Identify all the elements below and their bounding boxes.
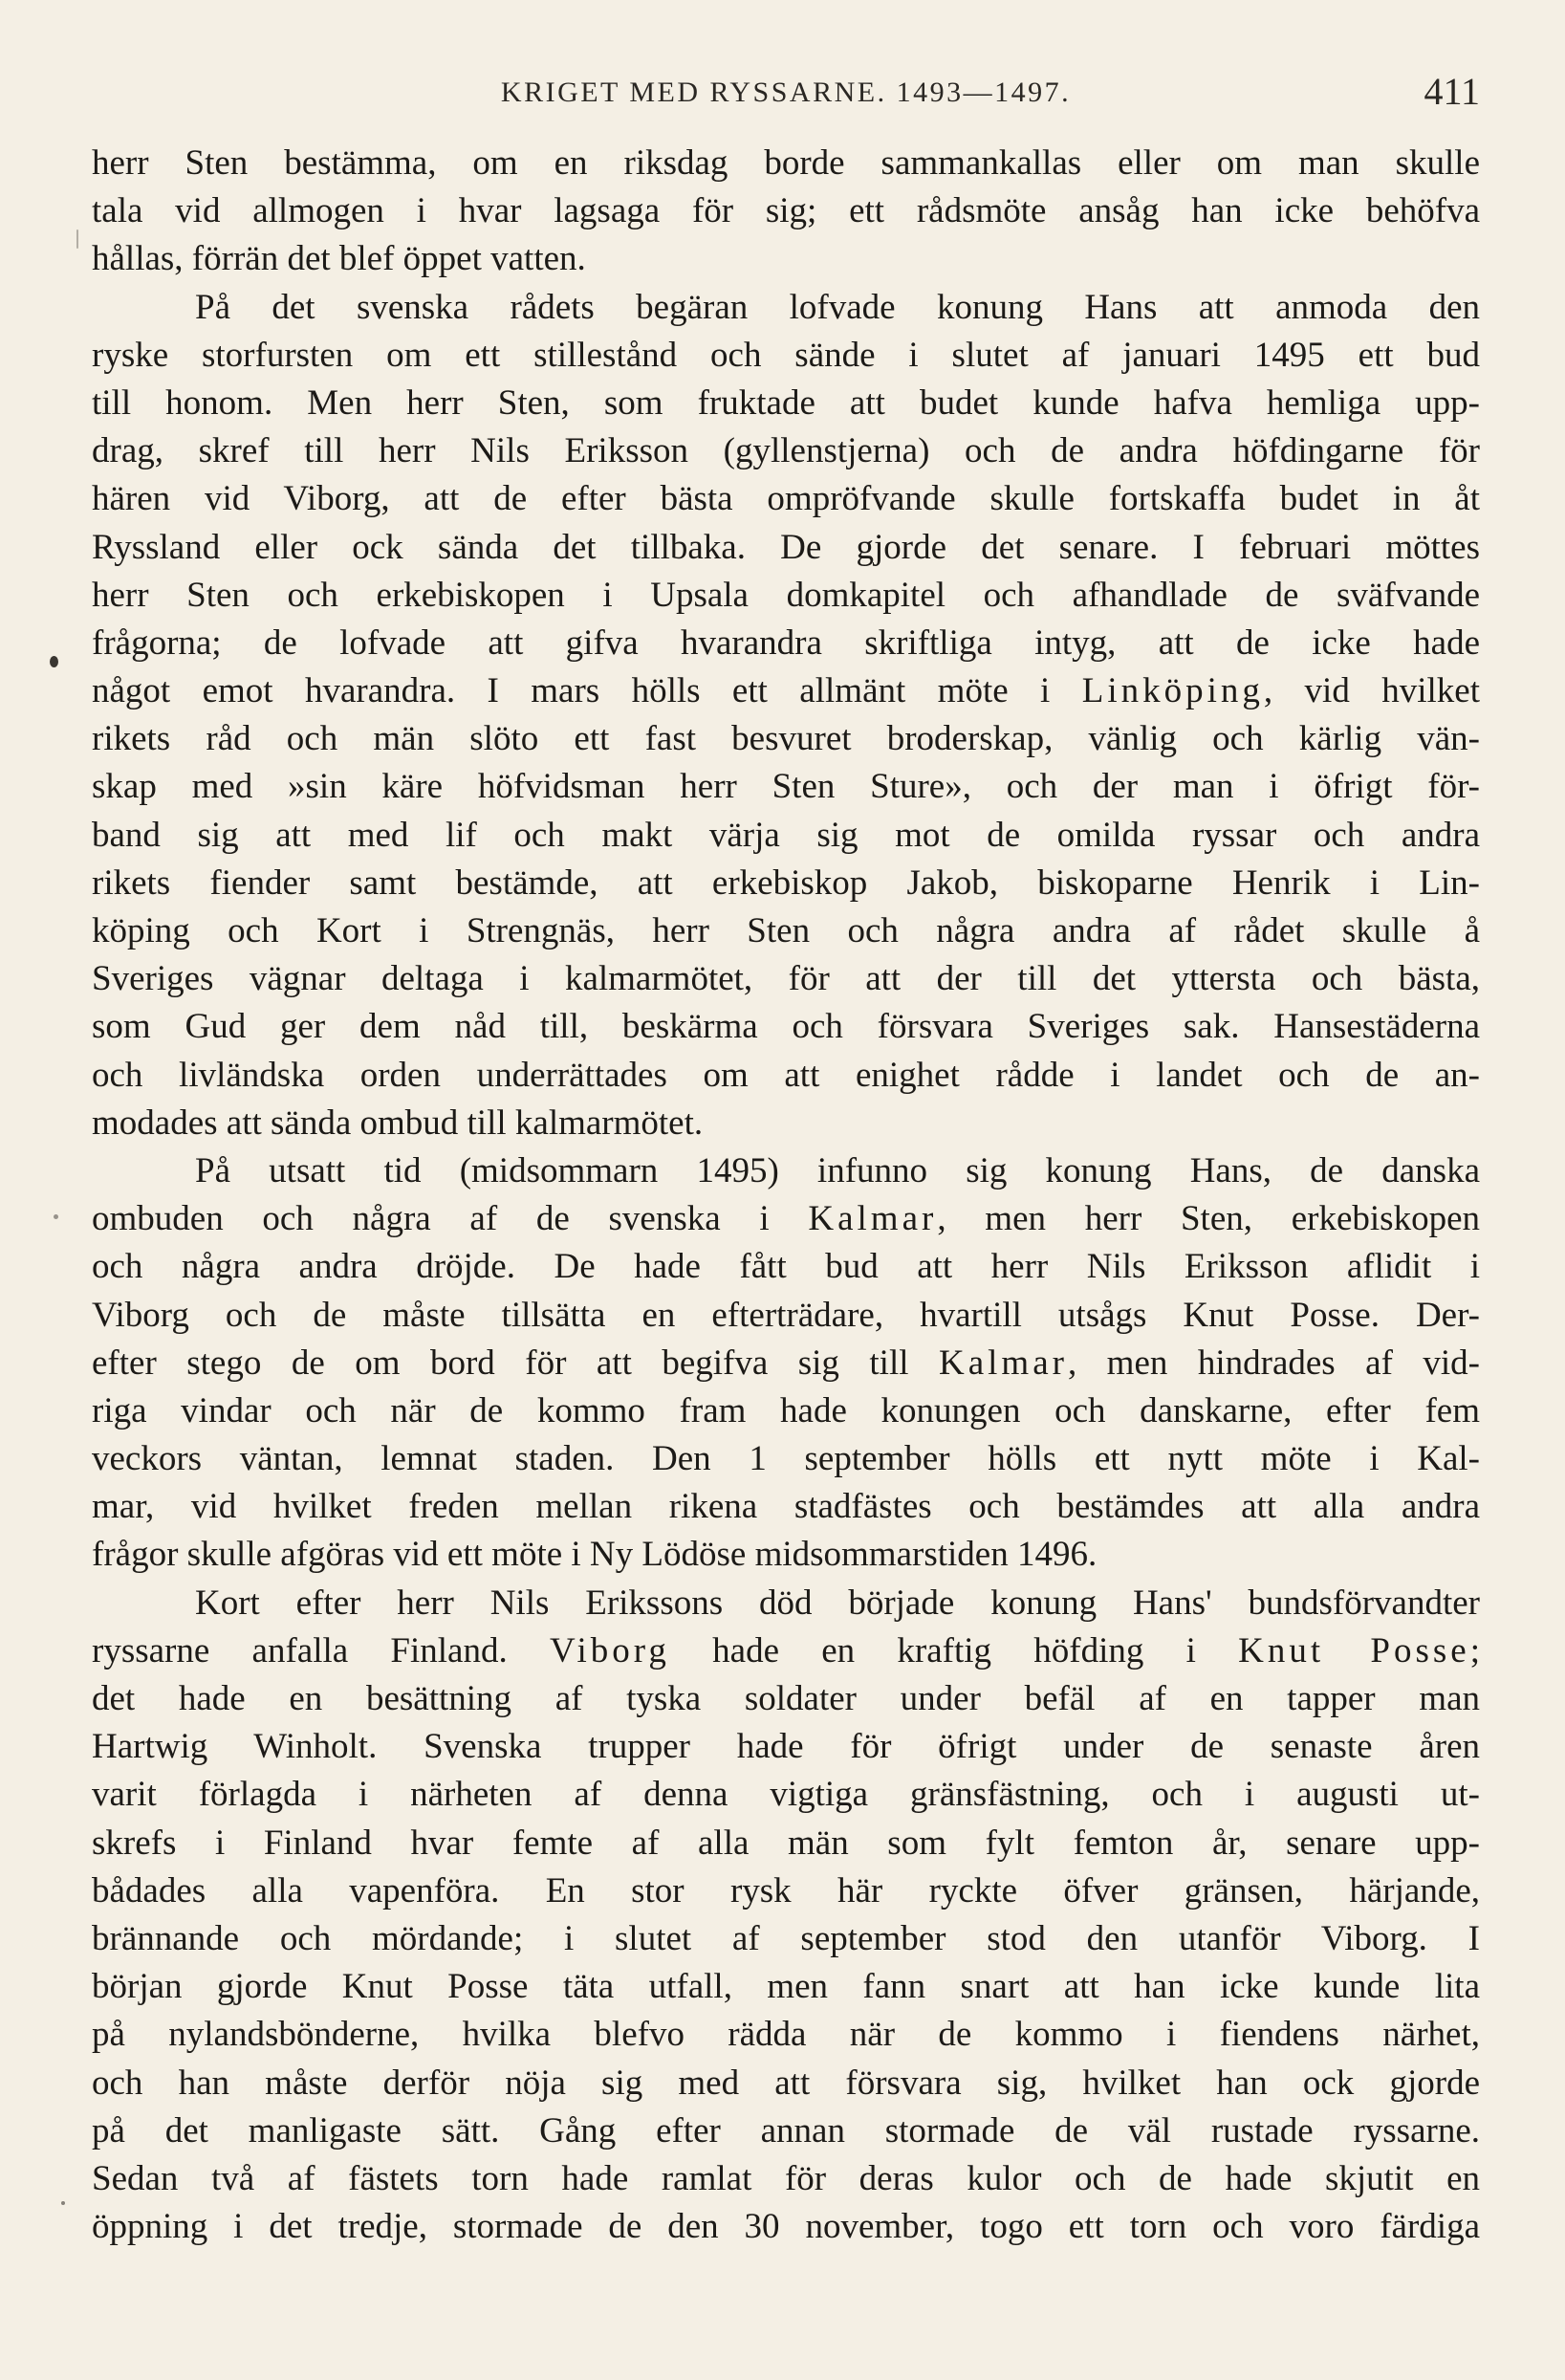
spaced-person-name: Knut Posse [1238,1630,1470,1670]
text-segment: , men herr Sten, erkebiskopen [937,1199,1480,1239]
print-speck [54,1214,58,1219]
text-line [92,1340,1480,1387]
text-line: modades att sända ombud till kalmarmötet. [92,1103,704,1143]
text-line: till honom. Men herr Sten, som fruktade att budet kunde hafva hemliga upp- [92,382,1480,423]
text-line: bådades alla vapenföra. En stor rysk här ryckte öfver gränsen, härjande, [92,1870,1480,1911]
text-line [92,667,1480,715]
print-speck [76,229,78,249]
text-line [92,1195,1480,1243]
text-line: hären vid Viborg, att de efter bästa ompröfvande skulle fortskaffa budet in åt [92,479,1480,519]
text-line: varit förlagda i närheten af denna vigtiga gränsfästning, och i augusti ut- [92,1775,1480,1815]
text-segment: ryssarne anfalla Finland. [92,1630,550,1670]
text-line: öppning i det tredje, stormade de den 30 november, togo ett torn och voro färdiga [92,2207,1480,2247]
text-line: och några andra dröjde. De hade fått bud att herr Nils Eriksson aflidit i [92,1247,1480,1287]
print-speck [50,656,58,667]
text-line: rikets fiender samt bestämde, att erkebiskop Jakob, biskoparne Henrik i Lin- [92,862,1480,903]
text-line: Ryssland eller ock sända det tillbaka. De gjorde det senare. I februari möttes [92,527,1480,567]
text-line: frågor skulle afgöras vid ett möte i Ny Lödöse midsommarstiden 1496. [92,1535,1098,1575]
text-segment: , men hindrades af vid- [1067,1343,1480,1383]
text-line: hållas, förrän det blef öppet vatten. [92,239,586,279]
paragraph-start-line: Kort efter herr Nils Erikssons död började konung Hans' bundsförvandter [195,1583,1480,1623]
text-line: brännande och mördande; i slutet af september stod den utanför Viborg. I [92,1918,1480,1958]
text-line: och han måste derför nöja sig med att försvara sig, hvilket han ock gjorde [92,2063,1480,2103]
text-line: på nylandsbönderne, hvilka blefvo rädda när de kommo i fiendens närhet, [92,2015,1480,2055]
text-segment: ombuden och några af de svenska i [92,1199,809,1239]
text-line: rikets råd och män slöto ett fast besvuret broderskap, vänlig och kärlig vän- [92,719,1480,759]
text-line: mar, vid hvilket freden mellan rikena stadfästes och bestämdes att alla andra [92,1487,1480,1527]
paragraph-start-line: På utsatt tid (midsommarn 1495) infunno sig konung Hans, de danska [195,1150,1480,1190]
text-line: köping och Kort i Strengnäs, herr Sten och några andra af rådet skulle å [92,911,1480,950]
text-line: skap med »sin käre höfvidsman herr Sten Sture», och der man i öfrigt för- [92,767,1480,807]
text-line: Viborg och de måste tillsätta en efterträdare, hvartill utsågs Knut Posse. Der- [92,1295,1480,1335]
text-line: det hade en besättning af tyska soldater under befäl af en tapper man [92,1679,1480,1718]
text-line: veckors väntan, lemnat staden. Den 1 september hölls ett nytt möte i Kal- [92,1439,1480,1479]
text-segment: efter stego de om bord för att begifva sig till [92,1343,939,1383]
text-segment: , vid hvilket [1263,671,1480,711]
text-segment: ; [1469,1630,1480,1670]
text-line: tala vid allmogen i hvar lagsaga för sig; ett rådsmöte ansåg han icke behöfva [92,191,1480,231]
print-speck [61,2201,65,2205]
running-title: KRIGET MED RYSSARNE. 1493—1497. [500,76,1072,108]
text-line: skrefs i Finland hvar femte af alla män som fylt femton år, senare upp- [92,1823,1480,1863]
text-line: Hartwig Winholt. Svenska trupper hade för öfrigt under de senaste åren [92,1727,1480,1767]
text-line: ryske storfursten om ett stillestånd och sände i slutet af januari 1495 ett bud [92,335,1480,375]
text-line: band sig att med lif och makt värja sig mot de omilda ryssar och andra [92,815,1480,855]
spaced-place-name: Kalmar [808,1199,938,1239]
text-line: på det manligaste sätt. Gång efter annan stormade de väl rustade ryssarne. [92,2110,1480,2151]
body-text [92,140,1480,2251]
text-line: början gjorde Knut Posse täta utfall, men fann snart att han icke kunde lita [92,1967,1480,2007]
text-line: Sedan två af fästets torn hade ramlat för deras kulor och de hade skjutit en [92,2158,1480,2198]
text-line: som Gud ger dem nåd till, beskärma och försvara Sveriges sak. Hansestäderna [92,1007,1480,1047]
text-line: riga vindar och när de kommo fram hade konungen och danskarne, efter fem [92,1390,1480,1430]
text-line [92,1627,1480,1675]
spaced-place-name: Linköping [1081,671,1264,711]
text-line: drag, skref till herr Nils Eriksson (gyllenstjerna) och de andra höfdingarne för [92,431,1480,471]
page-number: 411 [1424,70,1480,113]
spaced-place-name: Kalmar [939,1343,1068,1383]
text-line: herr Sten och erkebiskopen i Upsala domkapitel och afhandlade de sväfvande [92,575,1480,615]
text-line: herr Sten bestämma, om en riksdag borde sammankallas eller om man skulle [92,143,1480,183]
text-segment: hade en kraftig höfding i [669,1630,1239,1670]
running-head [92,69,1480,117]
spaced-place-name: Viborg [549,1630,670,1670]
text-line: och livländska orden underrättades om att enighet rådde i landet och de an- [92,1055,1480,1095]
text-line: frågorna; de lofvade att gifva hvarandra skriftliga intyg, att de icke hade [92,622,1480,663]
text-segment: något emot hvarandra. I mars hölls ett allmänt möte i [92,671,1082,711]
text-line: Sveriges vägnar deltaga i kalmarmötet, för att der till det yttersta och bästa, [92,959,1480,999]
paragraph-start-line: På det svenska rådets begäran lofvade konung Hans att anmoda den [195,287,1480,327]
